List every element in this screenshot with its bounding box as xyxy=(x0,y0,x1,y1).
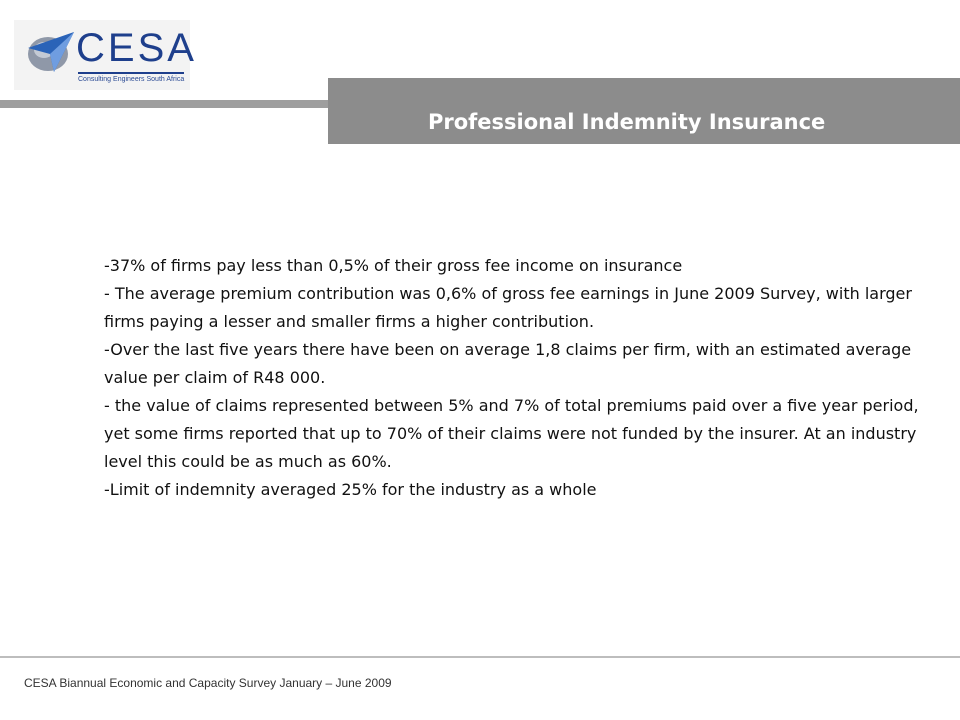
bullet-item: -37% of firms pay less than 0,5% of their gross fee income on insurance xyxy=(104,256,683,275)
header-rule xyxy=(0,100,330,108)
bullet-item: - The average premium contribution was 0,6% of gross fee earnings in June 2009 Survey, with larger firms paying a lesser and smaller firms a higher contribution. xyxy=(104,284,912,331)
logo-tagline: Consulting Engineers South Africa xyxy=(78,76,185,83)
logo-wordmark: CESA xyxy=(76,26,197,70)
globe-plane-logo-icon xyxy=(24,28,76,74)
title-bar xyxy=(328,78,960,144)
slide-body xyxy=(104,252,924,504)
footer-caption: CESA Biannual Economic and Capacity Survey January – June 2009 xyxy=(24,676,392,690)
footer-divider xyxy=(0,656,960,658)
cesa-logo xyxy=(14,20,197,90)
bullet-item: - the value of claims represented between 5% and 7% of total premiums paid over a five year period, yet some firms reported that up to 70% of their claims were not funded by the insurer. At an industry level this could be as much as 60%. xyxy=(104,396,919,471)
slide-title: Professional Indemnity Insurance xyxy=(428,110,826,134)
logo-divider xyxy=(78,72,184,74)
bullet-item: -Over the last five years there have been on average 1,8 claims per firm, with an estimated average value per claim of R48 000. xyxy=(104,340,912,387)
bullet-item: -Limit of indemnity averaged 25% for the industry as a whole xyxy=(104,480,597,499)
